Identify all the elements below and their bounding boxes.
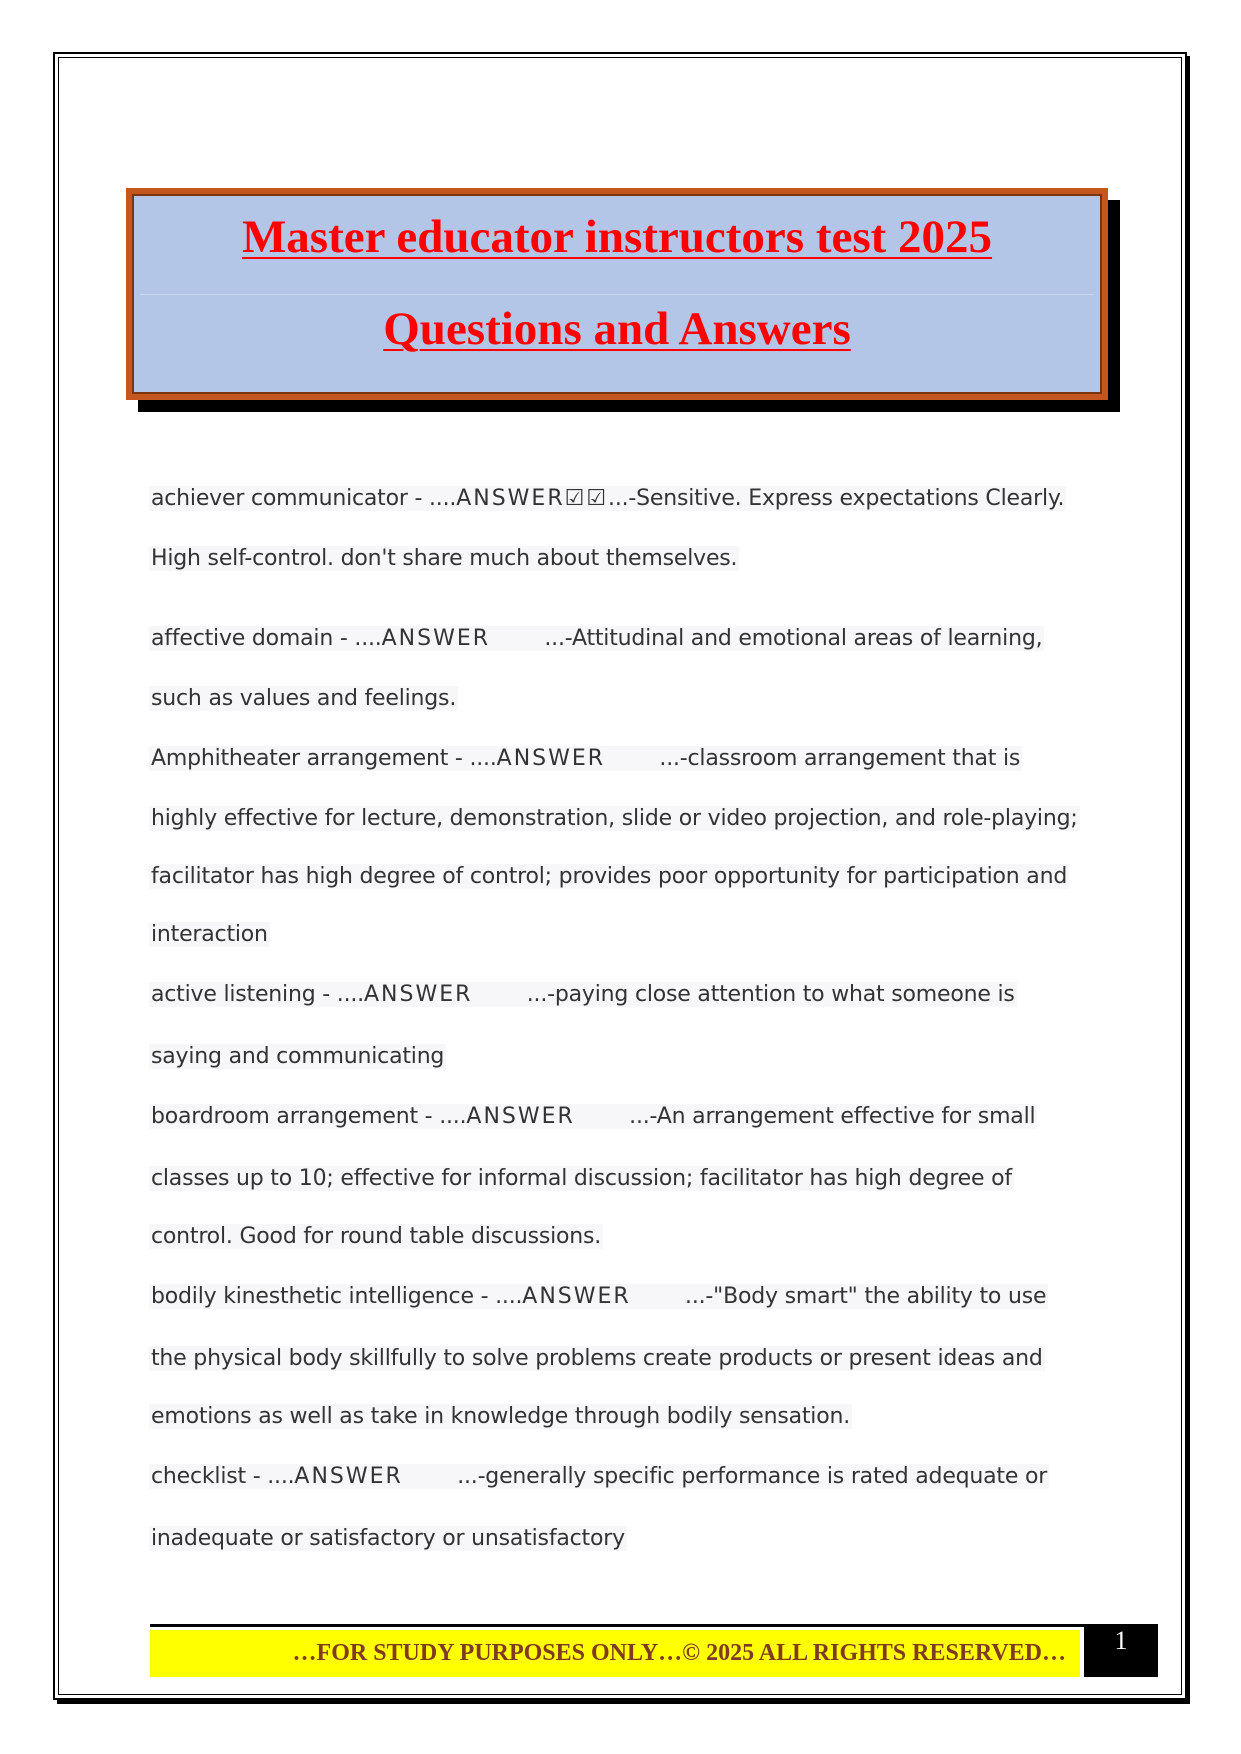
qa-line: such as values and feelings. [151,686,457,711]
title-banner [126,188,1108,400]
page-number: 1 [1114,1626,1128,1655]
qa-entry-term-line [149,626,1044,651]
qa-entry-term-line [149,1284,1048,1309]
qa-entry-line [149,1404,852,1429]
qa-line: checklist - ....ANSWER ...-generally specific performance is rated adequate or [151,1464,1048,1489]
qa-entry-line [149,1526,627,1551]
qa-line: facilitator has high degree of control; provides poor opportunity for participation and [151,864,1068,889]
qa-entry-line [149,806,1080,831]
qa-line: classes up to 10; effective for informal discussion; facilitator has high degree of [151,1166,1012,1191]
qa-entry-term-line [149,1104,1037,1129]
qa-line: interaction [151,922,268,947]
qa-line: Amphitheater arrangement - ....ANSWER ...-classroom arrangement that is [151,746,1021,771]
document-title-line-2: Questions and Answers [383,303,851,355]
qa-line: active listening - ....ANSWER ...-paying close attention to what someone is [151,982,1015,1007]
qa-entry-line [149,1224,603,1249]
qa-line: saying and communicating [151,1044,445,1069]
qa-entry-line [149,1346,1045,1371]
qa-line: boardroom arrangement - ....ANSWER ...-An arrangement effective for small [151,1104,1036,1129]
qa-line: highly effective for lecture, demonstration, slide or video projection, and role-playing; [151,806,1078,831]
page-border-shadow [57,1700,1190,1704]
footer-copyright: …FOR STUDY PURPOSES ONLY…© 2025 ALL RIGHTS RESERVED… [292,1640,1066,1666]
qa-entry-line [149,864,1069,889]
banner-divider [140,294,1094,295]
qa-entry-line [149,922,270,947]
qa-line: High self-control. don't share much about themselves. [151,546,738,571]
qa-entry-line [149,1044,446,1069]
footer-rule [150,1624,1086,1627]
qa-line: achiever communicator - ....ANSWER☑☑...-Sensitive. Express expectations Clearly. [151,486,1065,511]
qa-entry-term-line [149,486,1066,511]
document-title-line-1: Master educator instructors test 2025 [241,211,993,263]
qa-line: the physical body skillfully to solve problems create products or present ideas and [151,1346,1043,1371]
qa-entry-term-line [149,982,1017,1007]
qa-entry-line [149,686,458,711]
qa-entry-line [149,1166,1014,1191]
qa-entry-term-line [149,1464,1049,1489]
qa-line: emotions as well as take in knowledge through bodily sensation. [151,1404,851,1429]
qa-line: affective domain - ....ANSWER ...-Attitudinal and emotional areas of learning, [151,626,1043,651]
qa-line: inadequate or satisfactory or unsatisfactory [151,1526,625,1551]
qa-line: bodily kinesthetic intelligence - ....ANSWER ...-"Body smart" the ability to use [151,1284,1047,1309]
qa-entry-line [149,546,739,571]
qa-line: control. Good for round table discussions. [151,1224,602,1249]
qa-entry-term-line [149,746,1022,771]
